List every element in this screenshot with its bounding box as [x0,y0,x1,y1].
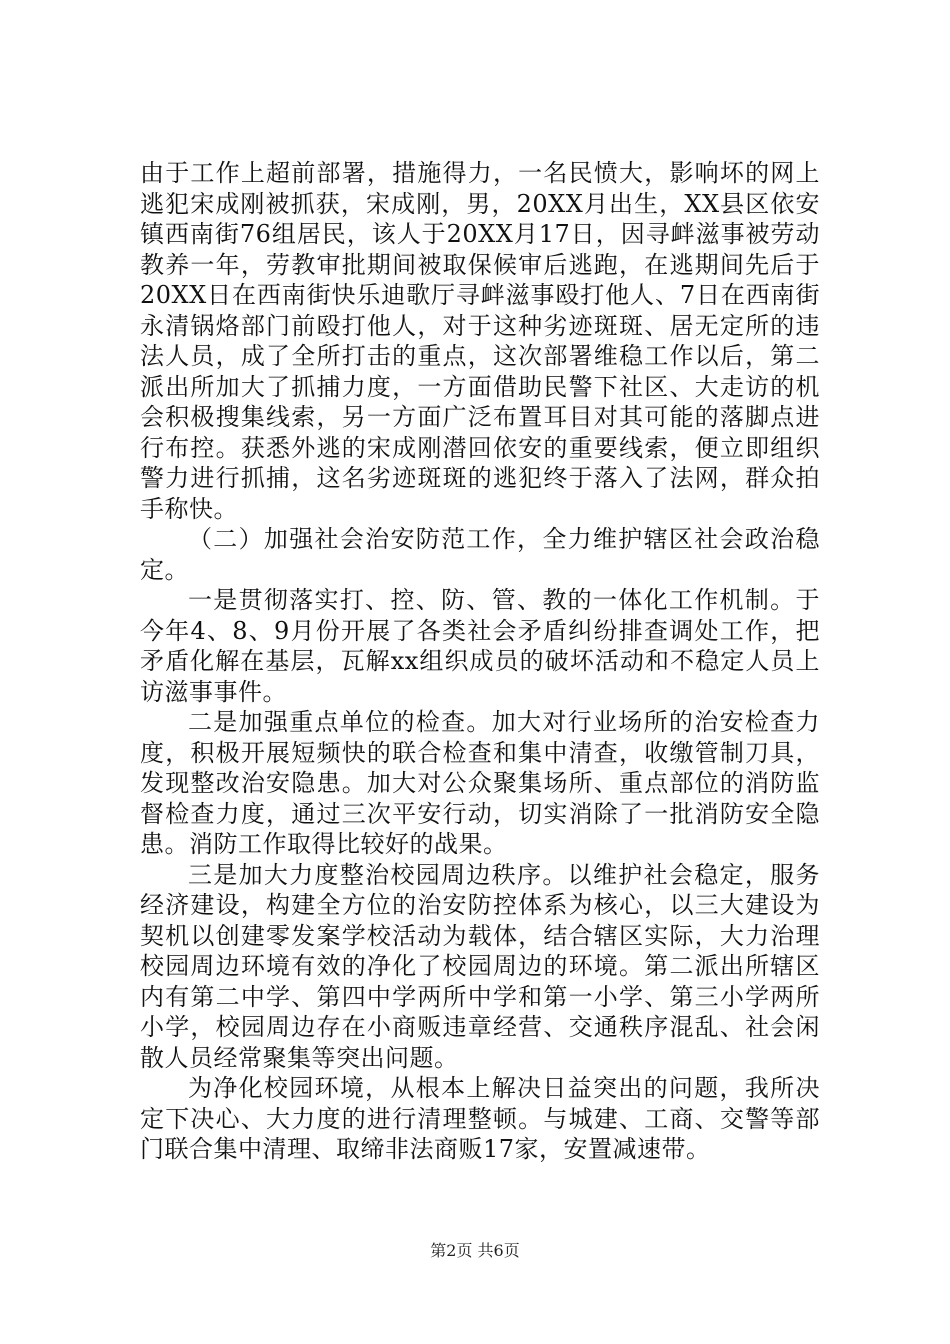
page-number: 第2页 共6页 [430,1241,520,1260]
paragraph-point-one: 一是贯彻落实打、控、防、管、教的一体化工作机制。于今年4、8、9月份开展了各类社会矛盾纠纷排查调处工作，把矛盾化解在基层，瓦解xx组织成员的破坏活动和不稳定人员上访滋事事件。 [140,586,820,706]
paragraph-campus-cleanup: 为净化校园环境，从根本上解决日益突出的问题，我所决定下决心、大力度的进行清理整顿。与城建、工商、交警等部门联合集中清理、取缔非法商贩17家，安置减速带。 [140,1074,820,1163]
paragraph-point-three: 三是加大力度整治校园周边秩序。以维护社会稳定，服务经济建设，构建全方位的治安防控体系为核心，以三大建设为契机以创建零发案学校活动为载体，结合辖区实际，大力治理校园周边环境有效的净化了校园周边的环境。第二派出所辖区内有第二中学、第四中学两所中学和第一小学、第三小学两所小学，校园周边存在小商贩违章经营、交通秩序混乱、社会闲散人员经常聚集等突出问题。 [140,860,820,1072]
paragraph-point-two: 二是加强重点单位的检查。加大对行业场所的治安检查力度，积极开展短频快的联合检查和集中清查，收缴管制刀具，发现整改治安隐患。加大对公众聚集场所、重点部位的消防监督检查力度，通过三次平安行动，切实消除了一批消防安全隐患。消防工作取得比较好的战果。 [140,708,820,858]
section-heading-public-security: （二）加强社会治安防范工作，全力维护辖区社会政治稳定。 [140,525,820,584]
document-body [140,158,820,1165]
page-footer [0,1238,950,1261]
paragraph-arrest-account: 由于工作上超前部署，措施得力，一名民愤大，影响坏的网上逃犯宋成刚被抓获，宋成刚，男，20XX月出生，XX县区依安镇西南街76组居民，该人于20XX月17日，因寻衅滋事被劳动教养一年，劳教审批期间被取保候审后逃跑，在逃期间先后于20XX日在西南街快乐迪歌厅寻衅滋事殴打他人、7日在西南街永清锅烙部门前殴打他人，对于这种劣迹斑斑、居无定所的违法人员，成了全所打击的重点，这次部署维稳工作以后，第二派出所加大了抓捕力度，一方面借助民警下社区、大走访的机会积极搜集线索，另一方面广泛布置耳目对其可能的落脚点进行布控。获悉外逃的宋成刚潜回依安的重要线索，便立即组织警力进行抓捕，这名劣迹斑斑的逃犯终于落入了法网，群众拍手称快。 [140,159,820,523]
